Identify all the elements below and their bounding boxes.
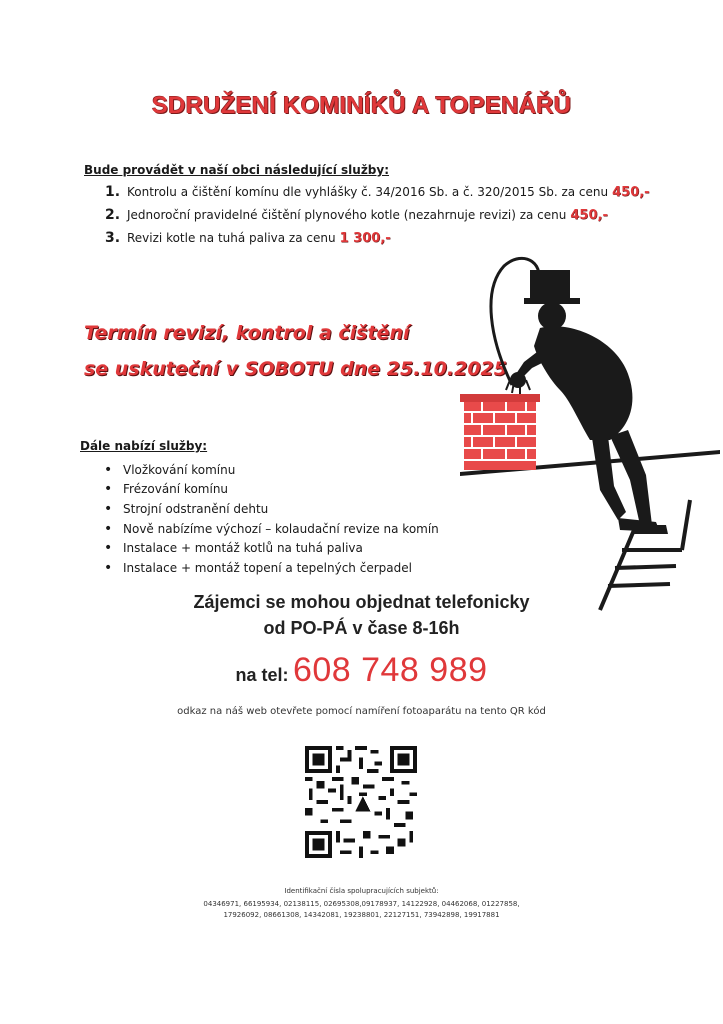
- list-item: [104, 499, 439, 519]
- more-services-title: Dále nabízí služby:: [80, 439, 208, 453]
- service-price: 1 300,-: [339, 231, 391, 246]
- bullet-icon: •: [104, 540, 113, 557]
- service-number: 3.: [105, 230, 121, 246]
- qr-code-icon[interactable]: [305, 746, 417, 858]
- list-item: [104, 519, 439, 539]
- list-item: [104, 558, 439, 578]
- list-item-text: Instalace + montáž topení a tepelných čerpadel: [123, 560, 412, 575]
- list-item-text: Strojní odstranění dehtu: [123, 501, 269, 516]
- service-price: 450,-: [612, 185, 650, 200]
- order-line-1: Zájemci se mohou objednat telefonicky: [193, 592, 530, 612]
- list-item: [104, 460, 439, 480]
- list-item-text: Vložkování komínu: [123, 462, 236, 477]
- service-price: 450,-: [570, 208, 608, 223]
- more-services-list: [104, 460, 439, 578]
- list-item-text: Nově nabízíme výchozí – kolaudační revize na komín: [123, 521, 439, 536]
- bullet-icon: •: [104, 500, 113, 517]
- bullet-icon: •: [104, 481, 113, 498]
- ids-line-1: 04346971, 66195934, 02138115, 02695308,09178937, 14122928, 04462068, 01227858,: [203, 900, 520, 908]
- bullet-icon: •: [104, 461, 113, 478]
- list-item-text: Frézování komínu: [123, 482, 229, 497]
- phone-number[interactable]: 608 748 989: [292, 651, 488, 689]
- service-text: Kontrolu a čištění komínu dle vyhlášky č. 34/2016 Sb. a č. 320/2015 Sb. za cenu: [127, 185, 609, 199]
- phone-row: [0, 651, 723, 690]
- services-intro: Bude provádět v naší obci následující služby:: [84, 163, 390, 177]
- ids-title: Identifikační čísla spolupracujících subjektů:: [284, 887, 439, 895]
- list-item: [104, 538, 439, 558]
- list-item-text: Instalace + montáž kotlů na tuhá paliva: [123, 541, 363, 556]
- bullet-icon: •: [104, 520, 113, 537]
- service-text: Revizi kotle na tuhá paliva za cenu: [127, 231, 336, 245]
- list-item: [104, 480, 439, 500]
- service-item: [105, 207, 608, 223]
- service-item: [105, 184, 650, 200]
- service-item: [105, 230, 391, 246]
- ids-line-2: 17926092, 08661308, 14342081, 19238801, 22127151, 73942898, 19917881: [223, 911, 500, 919]
- page-title: SDRUŽENÍ KOMINÍKŮ A TOPENÁŘŮ: [151, 92, 572, 119]
- qr-note: odkaz na náš web otevřete pomocí namíření fotoaparátu na tento QR kód: [177, 706, 546, 717]
- phone-label: na tel:: [235, 665, 289, 685]
- service-number: 2.: [105, 207, 121, 223]
- headline-line-2: se uskuteční v SOBOTU dne 25.10.2025: [84, 358, 507, 380]
- service-number: 1.: [105, 184, 121, 200]
- bullet-icon: •: [104, 559, 113, 576]
- order-line-2: od PO-PÁ v čase 8-16h: [263, 618, 460, 638]
- chimney-sweep-icon: [420, 250, 720, 620]
- headline-line-1: Termín revizí, kontrol a čištění: [84, 322, 410, 344]
- service-text: Jednoroční pravidelné čištění plynového kotle (nezahrnuje revizi) za cenu: [127, 208, 567, 222]
